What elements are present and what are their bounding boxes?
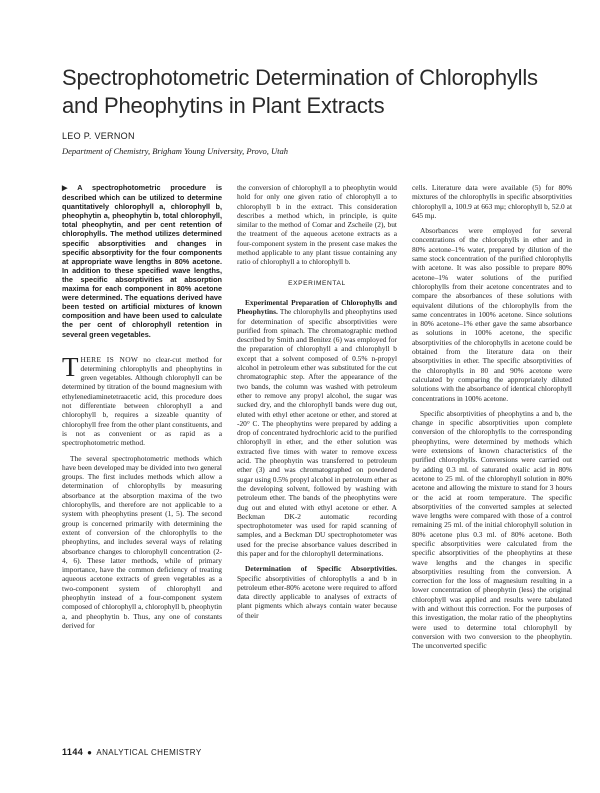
section-heading-experimental: EXPERIMENTAL bbox=[288, 279, 346, 287]
col2-paragraph-1: the conversion of chlorophyll a to pheophytin would hold for only one given ratio of chlorophyll a to chlorophyll b in the extract. This consideration describes a method which, in principle, is quite similar to the method of Comar and Zscheile (2), but the treatment of the aqueous acetone extracts as a four-component system in the present case makes the method applicable to any plant tissue containing any ratio of chlorophyll a to chlorophyll b. bbox=[237, 183, 397, 267]
subsection-absorptivities-heading: Determination of Specific Absorptivities. bbox=[245, 564, 397, 574]
subsection-absorptivities bbox=[237, 564, 397, 620]
subsection-preparation-body: The chlorophylls and pheophytins used for determination of specific absorptivities were purified from spinach. The chromatographic method described by Smith and Benitez (6) was employed for the preparation of chlorophyll a and chlorophyll b except that a solvent composed of 0.5% n-propyl alcohol in petroleum ether was substituted for the cut chromatographic step. After the appearance of the two bands, the column was washed with petroleum ether to remove any propyl alcohol, the sugar was sucked dry, and the chlorophyll bands were dug out, eluted with ethyl ether acetone or ether, and stored at -20° C. The pheophytins were prepared by adding a drop of concentrated hydrochloric acid to the purified chlorophyll in ether, and the ether solution was extracted five times with water to remove excess acid. The pheophytin was transferred to petroleum ether (3) and was chromatographed on powdered sugar using 0.5% propyl alcohol in petroleum ether as the developing solvent, followed by washing with petroleum ether. The bands of the pheophytins were dug out and eluted with ethyl acetone or ether. A Beckman DK-2 automatic recording spectrophotometer was used for rapid scanning of samples, and a Beckman DU spectrophotometer was used for the precise absorbance values described in this paper and for the chlorophyll determinations. bbox=[237, 307, 397, 558]
intro-smallcaps: HERE IS NOW bbox=[80, 354, 139, 364]
abstract-text: A spectrophotometric procedure is described which can be utilized to determine quantitatively chlorophyll a, chlorophyll b, pheophytin a, pheophytin b, total chlorophyll, total pheophytin, and per cent retention of chlorophylls. The method utilizes determined specific absorptivities and changes in specific absorptivity for the four components at appropriate wave lengths in 80% acetone. In addition to these specified wave lengths, the specific absorptivities at absorption maxima for each component in 80% acetone were determined. The equations derived have been tested on artificial mixtures of known composition and have been used to calculate the per cent of chlorophyll retention in several green vegetables. bbox=[62, 183, 222, 339]
col3-paragraph-3: Specific absorptivities of pheophytins a and b, the change in specific absorptivities upon complete conversion of the chlorophylls to the corresponding pheophytins, were determined by methods which were extensions of known characteristics of the purified chlorophylls. Conversions were carried out by adding 0.3 ml. of saturated oxalic acid in 80% acetone to 25 ml. of the chlorophyll solution in 80% acetone and allowing the mixture to stand for 3 hours or the acid at room temperature. The specific absorptivities of the converted samples at selected wave lengths were compared with those of a control remaining 25 ml. of the initial chlorophyll solution in 80% acetone plus 0.3 ml. of 80% acetone. Both specific absorptivities were calculated from the specific absorptivities of the pheophytins at these wave lengths and the changes in specific absorptivities resulting from the conversion. A correction for the loss of magnesium resulting in a lower concentration of pheophytin (less) the original chlorophyll was applied and results were tabulated with and without this correction. For the purposes of this investigation, the molar ratio of the pheophytins were used to determine total chlorophyll by conversion with two conversion to the pheophytin. The unconverted specific bbox=[412, 408, 572, 651]
subsection-absorptivities-body: Specific absorptivities of chlorophylls a and b in petroleum ether-80% acetone were required to afford data directly applicable to analyses of extracts of plant pigments which always contain water because of their bbox=[237, 573, 397, 620]
col3-paragraph-2: Absorbances were employed for several concentrations of the chlorophylls in ether and in 80% acetone–1% water, prepared by dilution of the same stock concentration of the purified chlorophylls with acetone. It was also possible to prepare 80% acetone–1% water solutions of the purified chlorophylls from their acetone concentrates and to compare the absorbances of these solutions with equivalent dilutions of the chlorophylls from the same concentrates in 100% acetone. Since solutions in 80% acetone–1% ether gave the same absorbance as solutions in 100% acetone, the specific absorptivities of the chlorophylls in acetone could be obtained from the literature data on their absorptivities in ether. The specific absorptivities of the chlorophylls in 80 and 90% acetone were calculated by comparing the appropriately diluted solutions with the absorbance of identical chlorophyll concentrations in 100% acetone. bbox=[412, 226, 572, 403]
abstract bbox=[62, 183, 222, 339]
author-affiliation: Department of Chemistry, Brigham Young University, Provo, Utah bbox=[62, 146, 289, 156]
intro-text-1: no clear-cut method for determining chlorophylls and pheophytins in green vegetables. Although chlorophyll can be determined by titration of the bound magnesium with ethylenediaminetetraacetic acid, this procedure does not differentiate between chlorophyll a and chlorophyll b, requires a sizeable quantity of chlorophyll free from the other plant constituents, and is not as convenient or as rapid as a spectrophotometric method. bbox=[62, 354, 222, 448]
subsection-preparation-heading: Experimental Preparation of Chlorophylls and Pheophytins. bbox=[237, 297, 397, 317]
col3-paragraph-1: cells. Literature data were available (5) for 80% mixtures of the chlorophylls in specific absorptivities chlorophyll a, 100.9 at 663 mμ; chlorophyll b, 52.0 at 645 mμ. bbox=[412, 183, 572, 220]
page-number: 1144 bbox=[62, 747, 84, 757]
article-title: Spectrophotometric Determination of Chlorophylls and Pheophytins in Plant Extracts bbox=[62, 65, 538, 118]
column-1 bbox=[62, 183, 222, 636]
drop-cap: T bbox=[62, 351, 79, 382]
column-2 bbox=[237, 183, 397, 626]
journal-name: ANALYTICAL CHEMISTRY bbox=[96, 748, 202, 757]
page-footer bbox=[62, 747, 202, 757]
column-3 bbox=[412, 183, 572, 657]
abstract-bullet-icon: ▶ bbox=[62, 185, 76, 192]
subsection-preparation bbox=[237, 298, 397, 558]
intro-paragraph-2: The several spectrophotometric methods which have been developed may be divided into two general groups. The first includes methods which allow a determination of chlorophylls by measuring absorbance at the absorption maxima of the two chlorophylls, and therefore are not applicable to a system with pheophytins present (1, 5). The second group is concerned primarily with determining the extent of conversion of the chlorophylls to the pheophytins, and includes several ways of relating absorbance changes to chlorophyll concentration (2-4, 6). These latter methods, while of primary importance, have the common deficiency of treating aqueous acetone extracts of green vegetables as a two-component system of chlorophyll and pheophytin instead of a four-component system composed of chlorophyll a, chlorophyll b, pheophytin a, and pheophytin b. Thus, any one of constants derived for bbox=[62, 453, 222, 630]
author-name: LEO P. VERNON bbox=[62, 131, 135, 141]
footer-bullet-icon: ● bbox=[87, 748, 93, 757]
intro-paragraph-1 bbox=[62, 351, 222, 448]
